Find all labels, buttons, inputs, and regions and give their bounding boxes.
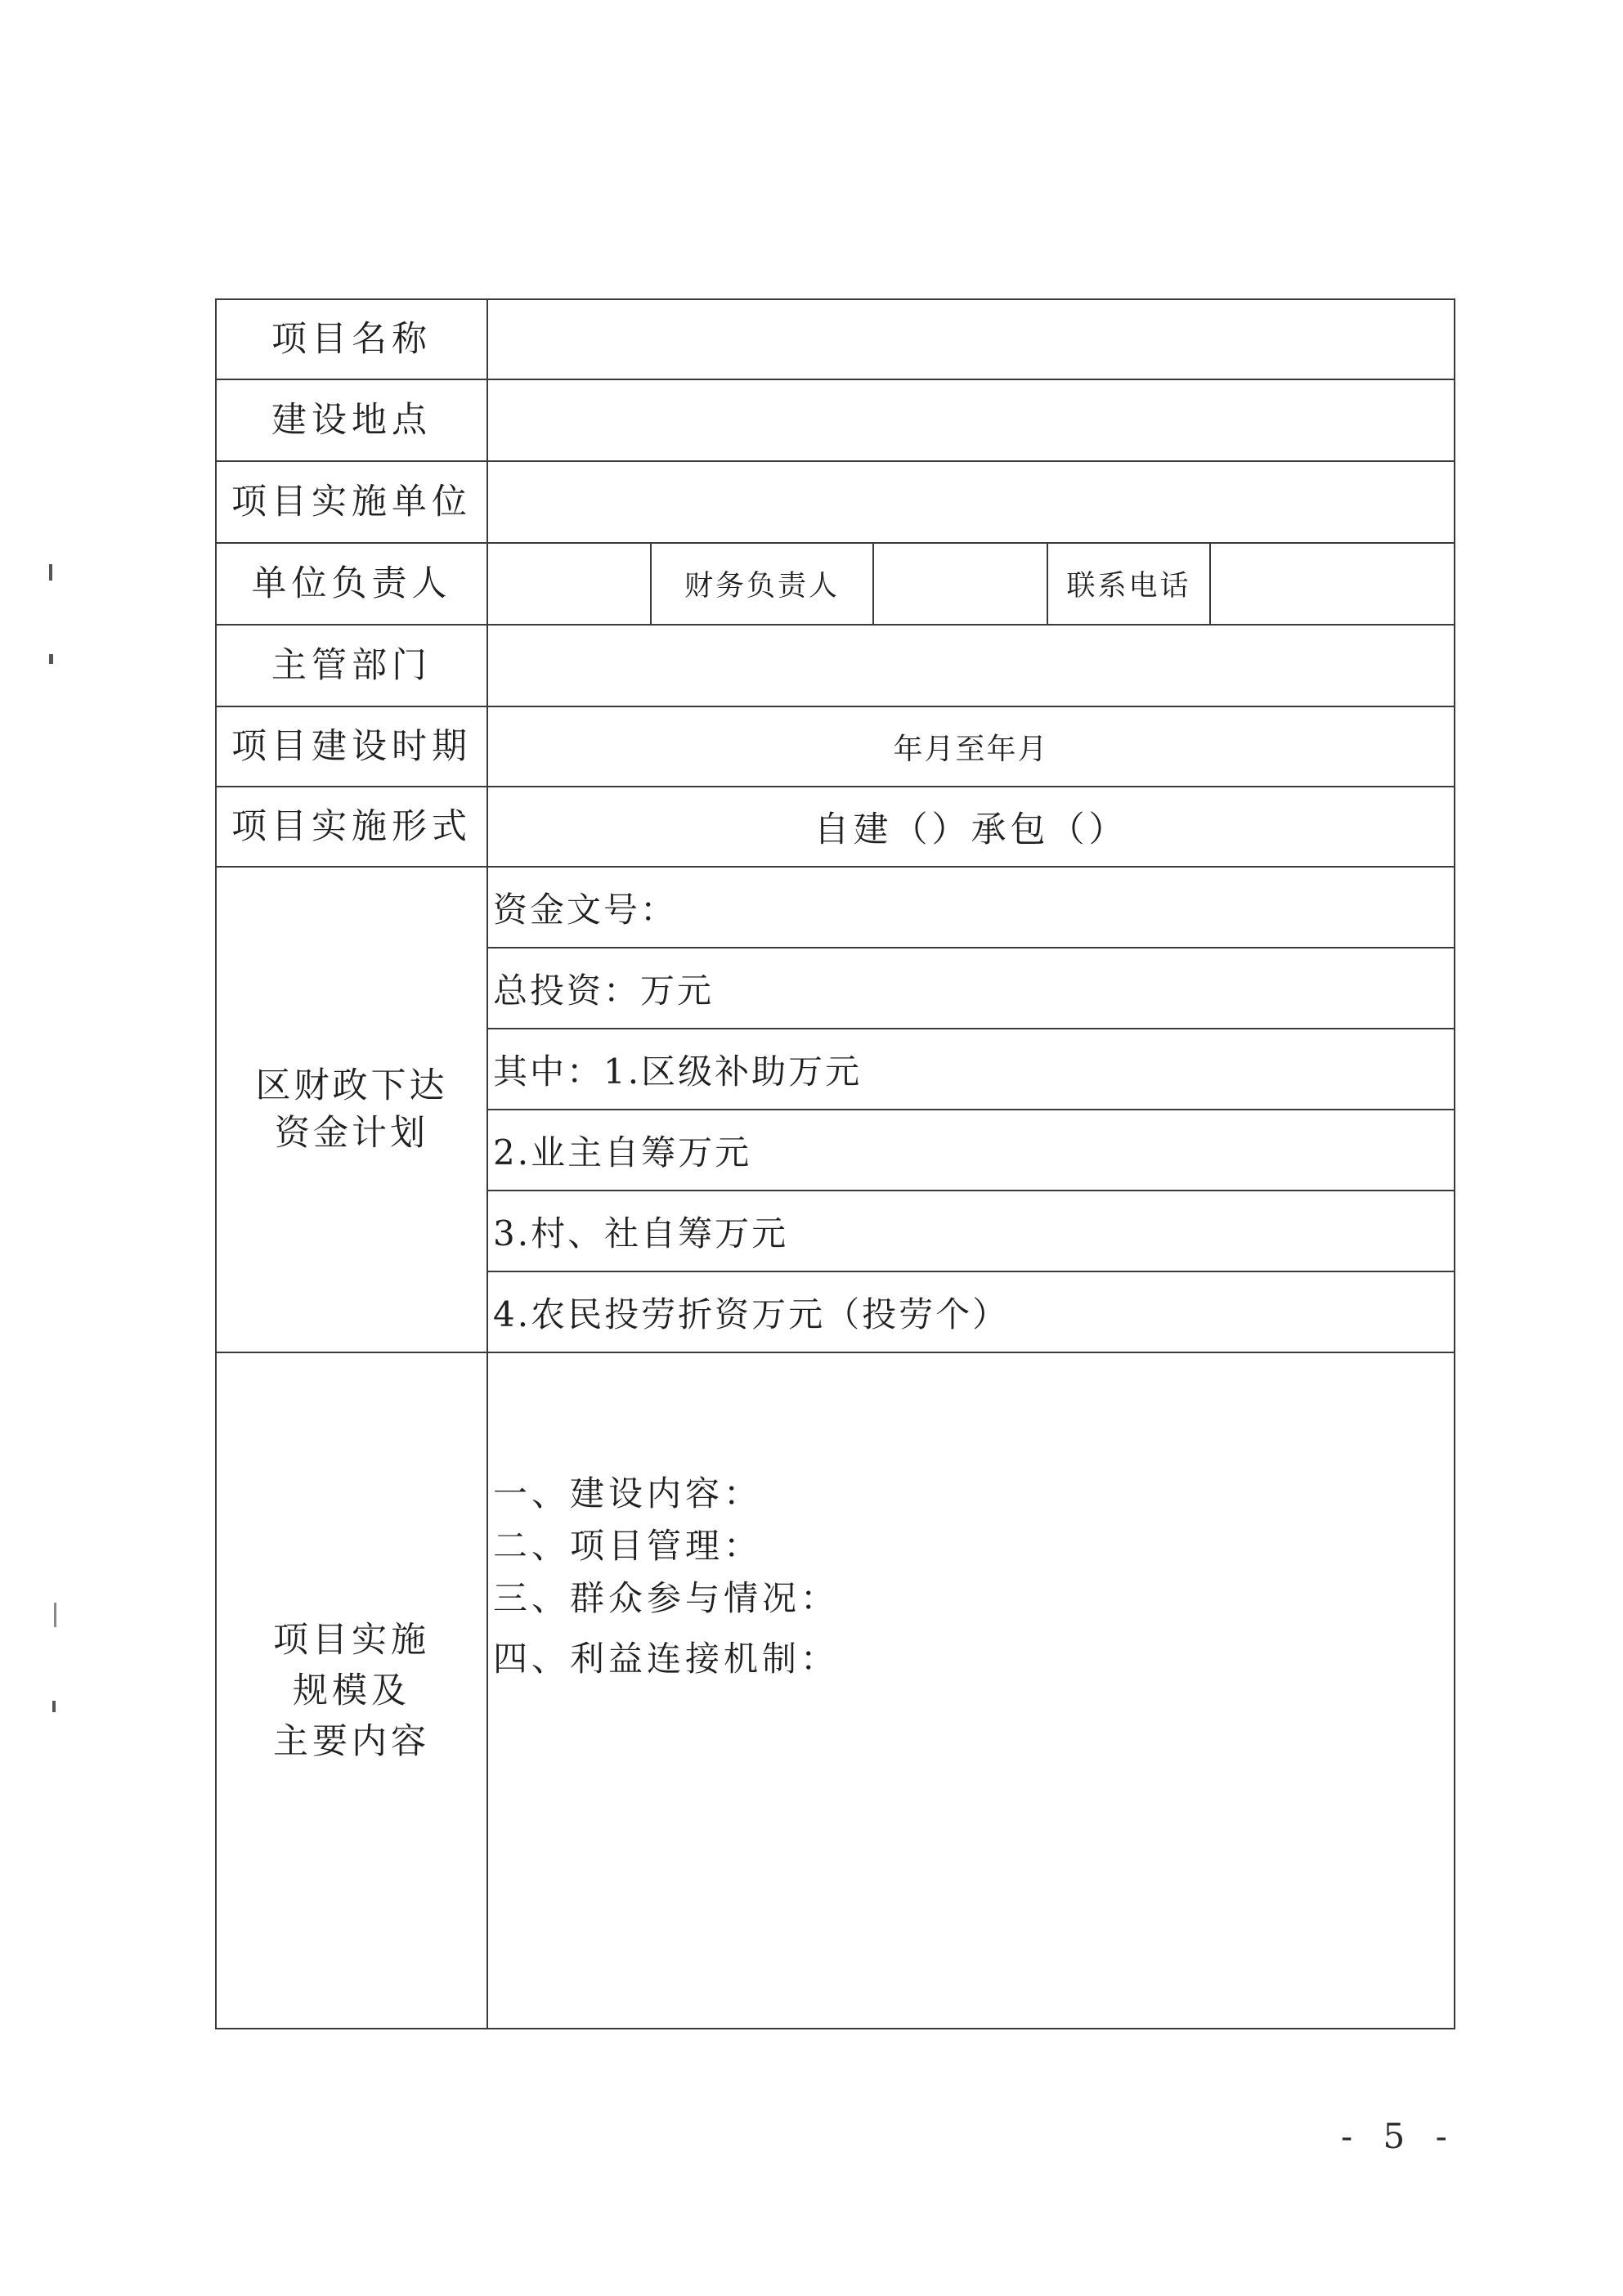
project-name-label: 项目名称 [216,299,487,379]
phone-field[interactable] [1210,543,1455,625]
project-name-field[interactable] [487,299,1455,379]
row-supervising-dept [216,625,1455,706]
fund-plan-label [216,867,487,1352]
scan-mark [49,654,53,664]
scan-mark [54,1603,56,1627]
row-contacts [216,543,1455,625]
unit-head-label: 单位负责人 [216,543,487,625]
construction-period-label: 项目建设时期 [216,706,487,787]
finance-head-field[interactable] [873,543,1047,625]
owner-self-funding-field[interactable]: 2.业主自筹万元 [487,1110,1455,1191]
row-implementation-form [216,787,1455,867]
row-scope-content [216,1352,1455,2029]
implementing-unit-field[interactable] [487,461,1455,543]
row-construction-period [216,706,1455,787]
farmer-labor-field[interactable]: 4.农民投劳折资万元（投劳个） [487,1271,1455,1352]
row-fund-doc-number [216,867,1455,948]
scope-content-field[interactable] [487,1352,1455,2029]
content-item-public-participation: 三、群众参与情况： [493,1578,840,1618]
content-item-construction: 一、建设内容： [493,1473,763,1513]
row-implementing-unit [216,461,1455,543]
construction-period-field[interactable]: 年月至年月 [487,706,1455,787]
unit-head-field[interactable] [487,543,651,625]
village-self-funding-field[interactable]: 3.村、社自筹万元 [487,1191,1455,1271]
project-application-table [215,298,1455,2029]
implementing-unit-label: 项目实施单位 [216,461,487,543]
page-number: - 5 - [1341,2116,1457,2156]
scope-label-line: 项目实施 [273,1619,430,1661]
total-investment-field[interactable]: 总投资：万元 [487,948,1455,1029]
district-subsidy-field[interactable]: 其中：1.区级补助万元 [487,1029,1455,1110]
location-label: 建设地点 [216,379,487,461]
content-item-management: 二、项目管理： [493,1526,763,1566]
location-field[interactable] [487,379,1455,461]
fund-doc-number-field[interactable]: 资金文号： [487,867,1455,948]
scan-mark [49,564,52,581]
scope-label-line: 主要内容 [273,1720,430,1762]
content-item-benefit-linkage: 四、利益连接机制： [493,1639,840,1679]
scope-label-line: 规模及 [293,1670,410,1711]
implementation-form-field[interactable]: 自建（）承包（） [487,787,1455,867]
row-location [216,379,1455,461]
row-project-name [216,299,1455,379]
scope-label [216,1352,487,2029]
scan-mark [52,1701,56,1712]
supervising-dept-label: 主管部门 [216,625,487,706]
phone-label: 联系电话 [1047,543,1210,625]
finance-head-label: 财务负责人 [651,543,873,625]
implementation-form-label: 项目实施形式 [216,787,487,867]
supervising-dept-field[interactable] [487,625,1455,706]
fund-plan-label-text: 区财政下达资金计划 [255,1065,448,1154]
